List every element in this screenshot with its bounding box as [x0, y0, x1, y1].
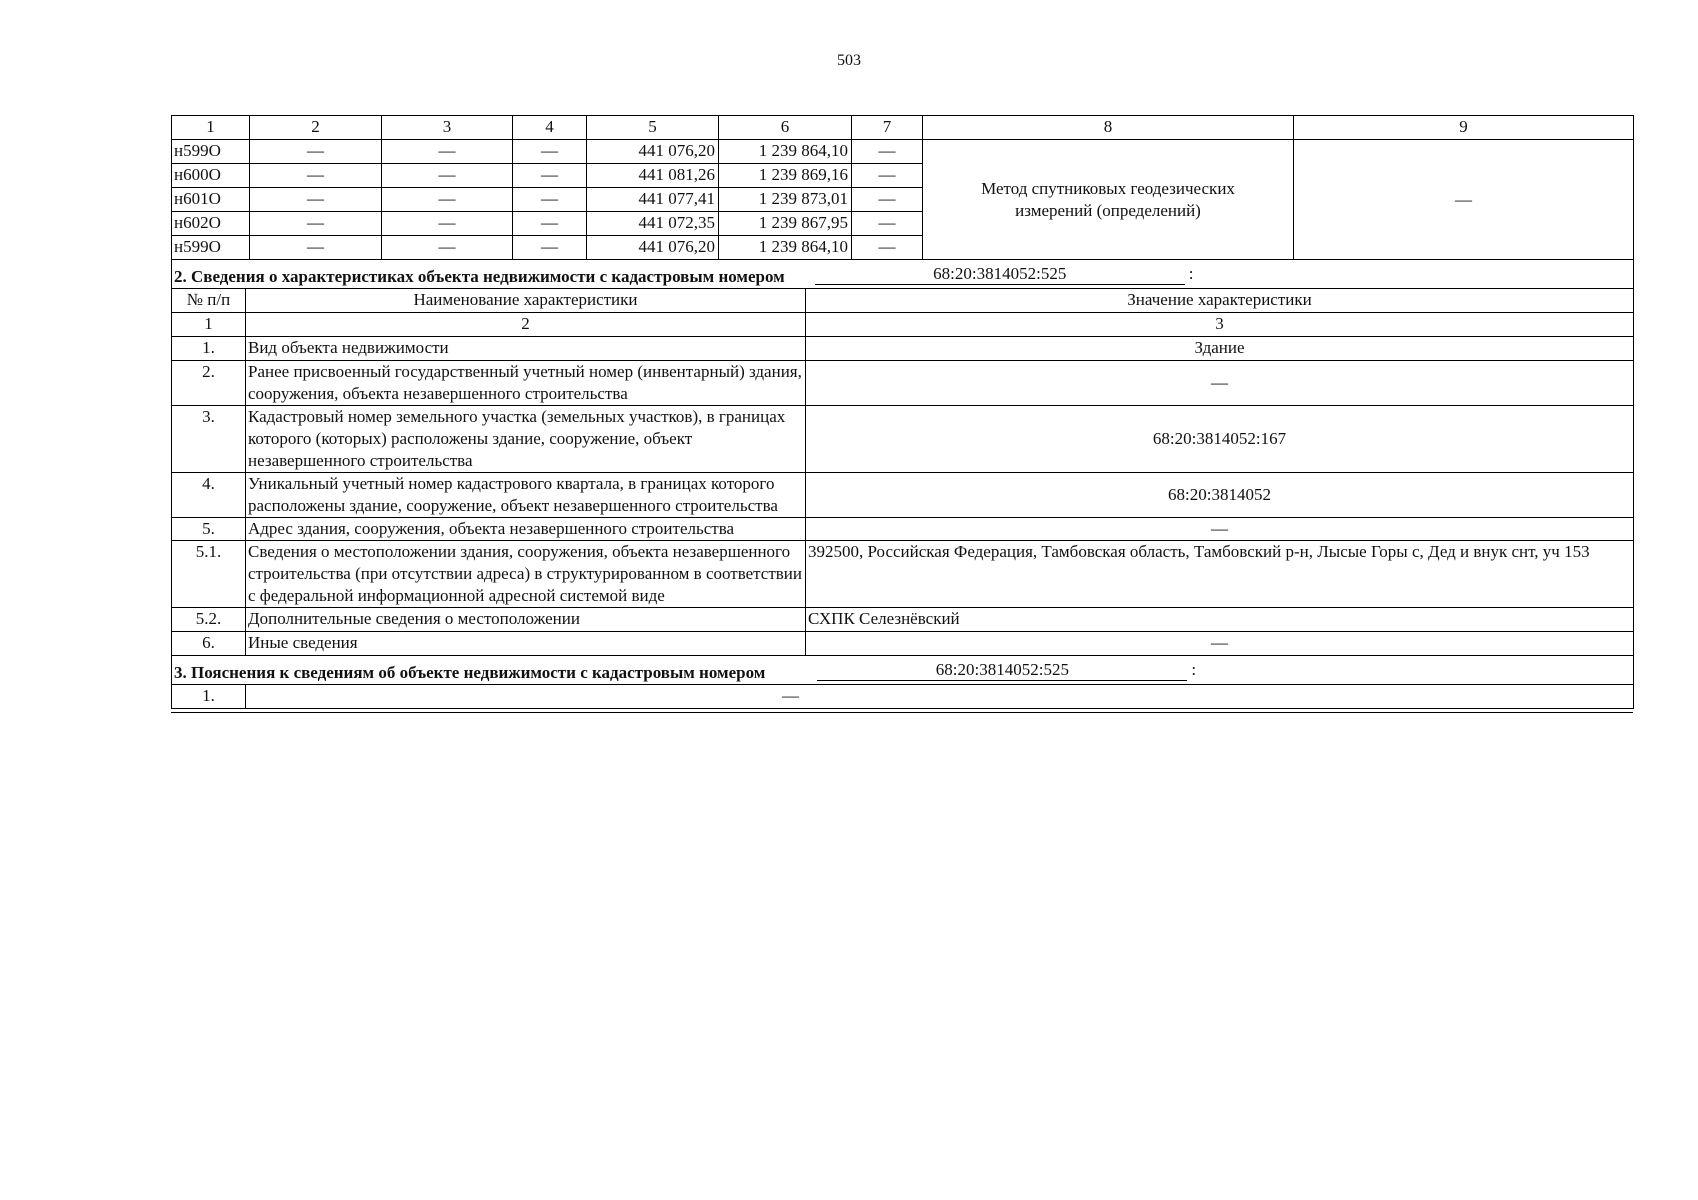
table-row	[172, 140, 1634, 164]
row-name: Иные сведения	[246, 632, 806, 656]
section3-colon: :	[1191, 660, 1197, 679]
point-name: н602О	[172, 212, 250, 236]
cell: —	[852, 212, 923, 236]
header-num: № п/п	[172, 289, 246, 313]
row-value: СХПК Селезнёвский	[806, 608, 1634, 632]
cell: —	[852, 188, 923, 212]
cell: —	[513, 140, 587, 164]
row-num: 1.	[172, 685, 246, 709]
point-name: н599О	[172, 236, 250, 260]
row-value: —	[806, 632, 1634, 656]
table-row	[172, 632, 1634, 656]
cell: —	[382, 236, 513, 260]
row-num: 3.	[172, 406, 246, 473]
coord-x: 441 081,26	[587, 164, 719, 188]
coordinates-header-row	[172, 116, 1634, 140]
cell: —	[382, 188, 513, 212]
cell: —	[250, 140, 382, 164]
point-name: н600О	[172, 164, 250, 188]
cell: —	[852, 140, 923, 164]
section2-title: 2. Сведения о характеристиках объекта недвижимости с кадастровым номером	[174, 267, 785, 286]
section3-cadastral-number: 68:20:3814052:525	[817, 660, 1187, 681]
cadastral-document	[171, 115, 1633, 713]
section2-heading-row	[172, 260, 1634, 289]
column-number: 3	[806, 313, 1634, 337]
header-value: Значение характеристики	[806, 289, 1634, 313]
cell: —	[250, 164, 382, 188]
row-name: Вид объекта недвижимости	[246, 337, 806, 361]
section2-cadastral-number: 68:20:3814052:525	[815, 264, 1185, 285]
coord-x: 441 072,35	[587, 212, 719, 236]
coord-y: 1 239 873,01	[719, 188, 852, 212]
section3-heading-row	[172, 656, 1634, 685]
cell: —	[382, 164, 513, 188]
section3-heading	[172, 656, 1634, 685]
row-value: 68:20:3814052	[806, 473, 1634, 518]
row-num: 2.	[172, 361, 246, 406]
row-num: 4.	[172, 473, 246, 518]
table-row	[172, 361, 1634, 406]
section2-colon: :	[1188, 264, 1194, 283]
header-cell: 1	[172, 116, 250, 140]
cell: —	[852, 236, 923, 260]
section3-title: 3. Пояснения к сведениям об объекте недвижимости с кадастровым номером	[174, 663, 766, 682]
row-num: 5.	[172, 518, 246, 541]
cell: —	[250, 212, 382, 236]
row-value: —	[806, 518, 1634, 541]
row-name: Адрес здания, сооружения, объекта незавершенного строительства	[246, 518, 806, 541]
row-name: Ранее присвоенный государственный учетный номер (инвентарный) здания, сооружения, объекта незавершенного строительства	[246, 361, 806, 406]
cell: —	[250, 188, 382, 212]
header-cell: 8	[923, 116, 1294, 140]
row-name: Сведения о местоположении здания, сооружения, объекта незавершенного строительства (при отсутствии адреса) в структурированном в соответствии с федеральной информационной адресной системой виде	[246, 541, 806, 608]
cell: —	[250, 236, 382, 260]
coord-x: 441 076,20	[587, 236, 719, 260]
cell: —	[382, 140, 513, 164]
table-row	[172, 685, 1634, 709]
table-row	[172, 541, 1634, 608]
characteristics-header-row	[172, 289, 1634, 313]
cell: —	[852, 164, 923, 188]
table-row	[172, 608, 1634, 632]
row-value: —	[806, 361, 1634, 406]
coord-x: 441 077,41	[587, 188, 719, 212]
header-cell: 9	[1294, 116, 1634, 140]
coord-x: 441 076,20	[587, 140, 719, 164]
header-cell: 7	[852, 116, 923, 140]
column-number: 2	[246, 313, 806, 337]
row-num: 6.	[172, 632, 246, 656]
coord-y: 1 239 867,95	[719, 212, 852, 236]
header-cell: 6	[719, 116, 852, 140]
cell: —	[513, 212, 587, 236]
header-cell: 4	[513, 116, 587, 140]
point-name: н601О	[172, 188, 250, 212]
row-name: Уникальный учетный номер кадастрового квартала, в границах которого расположены здание, сооружение, объект незавершенного строительства	[246, 473, 806, 518]
cell: —	[513, 164, 587, 188]
row-num: 5.2.	[172, 608, 246, 632]
header-cell: 3	[382, 116, 513, 140]
section2-heading	[172, 260, 1634, 289]
page-number: 503	[837, 52, 861, 69]
row-name: Кадастровый номер земельного участка (земельных участков), в границах которого (которых) расположены здание, сооружение, объект незавершенного строительства	[246, 406, 806, 473]
table-row	[172, 406, 1634, 473]
row-num: 5.1.	[172, 541, 246, 608]
characteristics-table	[171, 260, 1634, 709]
row-value: —	[246, 685, 1634, 709]
coord-y: 1 239 864,10	[719, 140, 852, 164]
row-name: Дополнительные сведения о местоположении	[246, 608, 806, 632]
col9-cell: —	[1294, 140, 1634, 260]
row-num: 1.	[172, 337, 246, 361]
point-name: н599О	[172, 140, 250, 164]
header-cell: 2	[250, 116, 382, 140]
column-number: 1	[172, 313, 246, 337]
table-row	[172, 337, 1634, 361]
coord-y: 1 239 864,10	[719, 236, 852, 260]
table-row	[172, 518, 1634, 541]
row-value: 392500, Российская Федерация, Тамбовская область, Тамбовский р-н, Лысые Горы с, Дед и внук снт, уч 153	[806, 541, 1634, 608]
header-cell: 5	[587, 116, 719, 140]
header-name: Наименование характеристики	[246, 289, 806, 313]
table-row	[172, 473, 1634, 518]
coord-y: 1 239 869,16	[719, 164, 852, 188]
cell: —	[382, 212, 513, 236]
column-number-row	[172, 313, 1634, 337]
row-value: Здание	[806, 337, 1634, 361]
coordinates-table	[171, 115, 1634, 260]
cell: —	[513, 236, 587, 260]
cell: —	[513, 188, 587, 212]
method-cell: Метод спутниковых геодезических измерений (определений)	[923, 140, 1294, 260]
row-value: 68:20:3814052:167	[806, 406, 1634, 473]
